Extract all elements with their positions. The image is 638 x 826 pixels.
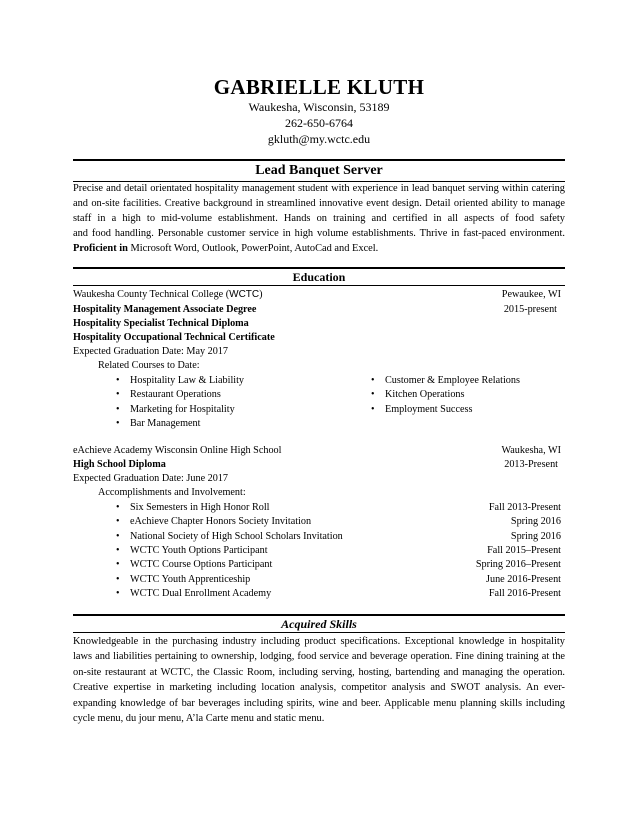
accomplishment-date: Fall 2016-Present — [488, 588, 561, 599]
accomplishment-date-row — [73, 573, 561, 587]
accomplishment-date: June 2016-Present — [486, 574, 561, 585]
skills-line: Knowledgeable in the purchasing industry including product specifications. Exceptional knowledge in hospitality — [73, 636, 565, 647]
accomplishment-date-row — [73, 530, 561, 544]
skills-title: Acquired Skills — [281, 617, 357, 631]
applicant-name: GABRIELLE KLUTH — [213, 75, 425, 99]
certificate-row — [73, 331, 561, 345]
skills-summary — [73, 634, 565, 726]
divider — [73, 159, 565, 161]
accomplishment-date: Fall 2013-Present — [488, 502, 561, 513]
accomplishment-date-row — [73, 501, 561, 515]
divider — [73, 267, 565, 269]
proficient-text: Microsoft Word, Outlook, PowerPoint, AutoCad and Excel. — [127, 242, 379, 254]
skills-line: expanding knowledge of bar beverages including spirits, wine and beer. Applicable menu planning skills including — [73, 697, 565, 709]
divider — [73, 614, 565, 616]
accomplishment-date: Fall 2015–Present — [487, 545, 561, 556]
summary-line: Precise and detail orientated hospitality management student with experience in lead banquet serving within catering — [73, 183, 565, 194]
accomplishment-date-row — [73, 558, 561, 572]
degree-name: Hospitality Management Associate Degree — [73, 304, 257, 315]
degree-row — [73, 458, 561, 472]
proficiency-line — [73, 242, 565, 257]
accomplishment-date: Spring 2016–Present — [475, 559, 561, 570]
diploma-row — [73, 317, 561, 331]
courses-label: Related Courses to Date: — [98, 360, 200, 371]
degree-name: High School Diploma — [73, 459, 166, 470]
accomplishment-date: Spring 2016 — [510, 531, 561, 542]
accomplishment-date: Spring 2016 — [510, 516, 561, 527]
objective-title: Lead Banquet Server — [255, 163, 383, 178]
summary-line: and food handling. Personable customer service in high volume establishments. Thrive in fast-paced environment. — [73, 227, 565, 239]
proficient-label: Proficient in — [73, 242, 128, 254]
summary-line: staff in a high to mid-volume establishment. Hands on training and certified in all aspects of food safety — [73, 212, 565, 224]
phone: 262-650-6764 — [285, 116, 353, 130]
accomplishments-label-row — [73, 486, 561, 500]
school-name: Waukesha County Technical College (WCTC) — [73, 289, 263, 300]
skills-line: Creative expertise in marketing including location analysis, competitor analysis and SWOT analysis. An ever- — [73, 682, 565, 694]
degree-dates: 2013-Present — [504, 459, 558, 470]
location: Waukesha, Wisconsin, 53189 — [248, 100, 390, 114]
certificate-name: Hospitality Occupational Technical Certificate — [73, 332, 275, 343]
graduation-date: Expected Graduation Date: June 2017 — [73, 473, 229, 484]
graduation-row — [73, 472, 561, 486]
school-location: Pewaukee, WI — [501, 289, 561, 300]
graduation-row — [73, 345, 561, 359]
diploma-name: Hospitality Specialist Technical Diploma — [73, 318, 249, 329]
degree-row — [73, 303, 561, 317]
courses-label-row — [73, 359, 561, 373]
email: gkluth@my.wctc.edu — [267, 132, 371, 146]
degree-dates: 2015-present — [503, 304, 557, 315]
skills-line: cycle menu, du jour menu, A’la Carte menu and static menu. — [73, 713, 325, 725]
education-title: Education — [292, 270, 346, 284]
school-row — [73, 288, 561, 302]
objective-summary — [73, 182, 565, 257]
accomplishment-date-row — [73, 515, 561, 529]
accomplishment-date-row — [73, 544, 561, 558]
accomplishment-date-row — [73, 587, 561, 601]
graduation-date: Expected Graduation Date: May 2017 — [73, 346, 229, 357]
school-name: eAchieve Academy Wisconsin Online High School — [73, 445, 282, 456]
school-row — [73, 444, 561, 458]
divider — [73, 632, 565, 633]
accomplishments-label: Accomplishments and Involvement: — [98, 487, 246, 498]
divider — [73, 285, 565, 286]
school-location: Waukesha, WI — [501, 445, 561, 456]
skills-line: laws and liabilities pertaining to ownership, lodging, food service and beverage operation. Fine dining training at the — [73, 651, 565, 663]
summary-line: and on-site facilities. Creative background in streamlined innovative event design. Detail oriented ability to manage — [73, 197, 565, 209]
skills-line: on-site restaurant at WCTC, the Classic Room, including serving, hosting, bartending and managing the operation. — [73, 666, 565, 678]
